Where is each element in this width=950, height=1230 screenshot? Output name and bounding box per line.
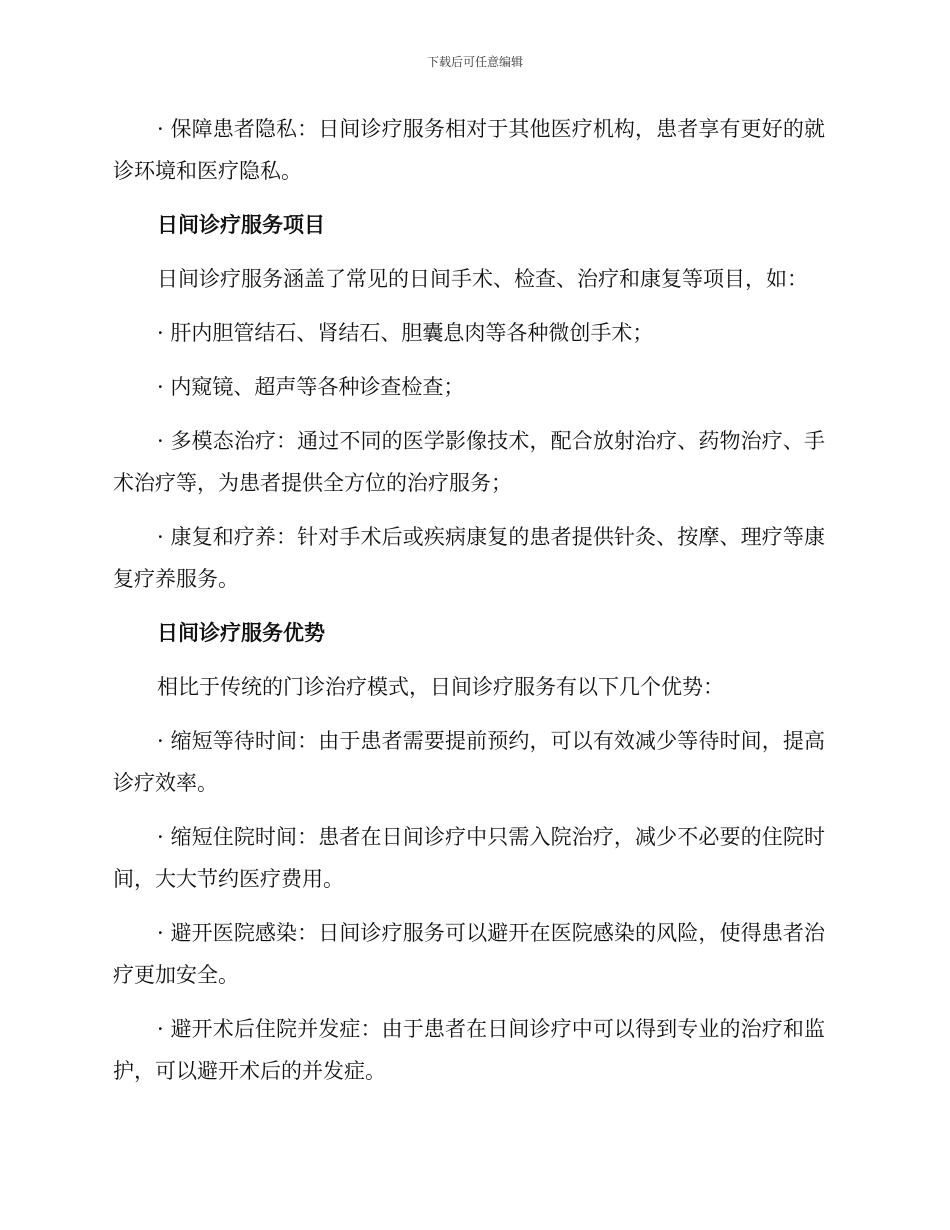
list-item-minimally-invasive-surgery: · 肝内胆管结石、肾结石、胆囊息肉等各种微创手术；: [157, 321, 654, 345]
paragraph-privacy: · 保障患者隐私：日间诊疗服务相对于其他医疗机构，患者享有更好的就诊环境和医疗隐私。: [113, 117, 825, 183]
list-item-endoscopy: · 内窥镜、超声等各种诊查检查；: [157, 375, 465, 399]
paragraph-advantages-intro: 相比于传统的门诊治疗模式，日间诊疗服务有以下几个优势：: [157, 675, 724, 699]
list-item-avoid-infection: · 避开医院感染：日间诊疗服务可以避开在医院感染的风险，使得患者治疗更加安全。: [113, 921, 825, 987]
page-header: 下载后可任意编辑: [426, 55, 523, 69]
heading-service-items: 日间诊疗服务项目: [157, 213, 325, 237]
list-item-avoid-complications: · 避开术后住院并发症：由于患者在日间诊疗中可以得到专业的治疗和监护，可以避开术后的并发症。: [113, 1017, 825, 1083]
list-item-rehabilitation: · 康复和疗养：针对手术后或疾病康复的患者提供针灸、按摩、理疗等康复疗养服务。: [113, 525, 825, 591]
paragraph-items-intro: 日间诊疗服务涵盖了常见的日间手术、检查、治疗和康复等项目，如：: [157, 267, 808, 291]
heading-service-advantages: 日间诊疗服务优势: [157, 621, 325, 645]
list-item-shorter-wait: · 缩短等待时间：由于患者需要提前预约，可以有效减少等待时间，提高诊疗效率。: [113, 729, 825, 795]
list-item-multimodal-therapy: · 多模态治疗：通过不同的医学影像技术，配合放射治疗、药物治疗、手术治疗等，为患者提供全方位的治疗服务；: [113, 429, 825, 495]
document-body: [113, 108, 825, 1092]
list-item-shorter-stay: · 缩短住院时间：患者在日间诊疗中只需入院治疗，减少不必要的住院时间，大大节约医疗费用。: [113, 825, 825, 891]
